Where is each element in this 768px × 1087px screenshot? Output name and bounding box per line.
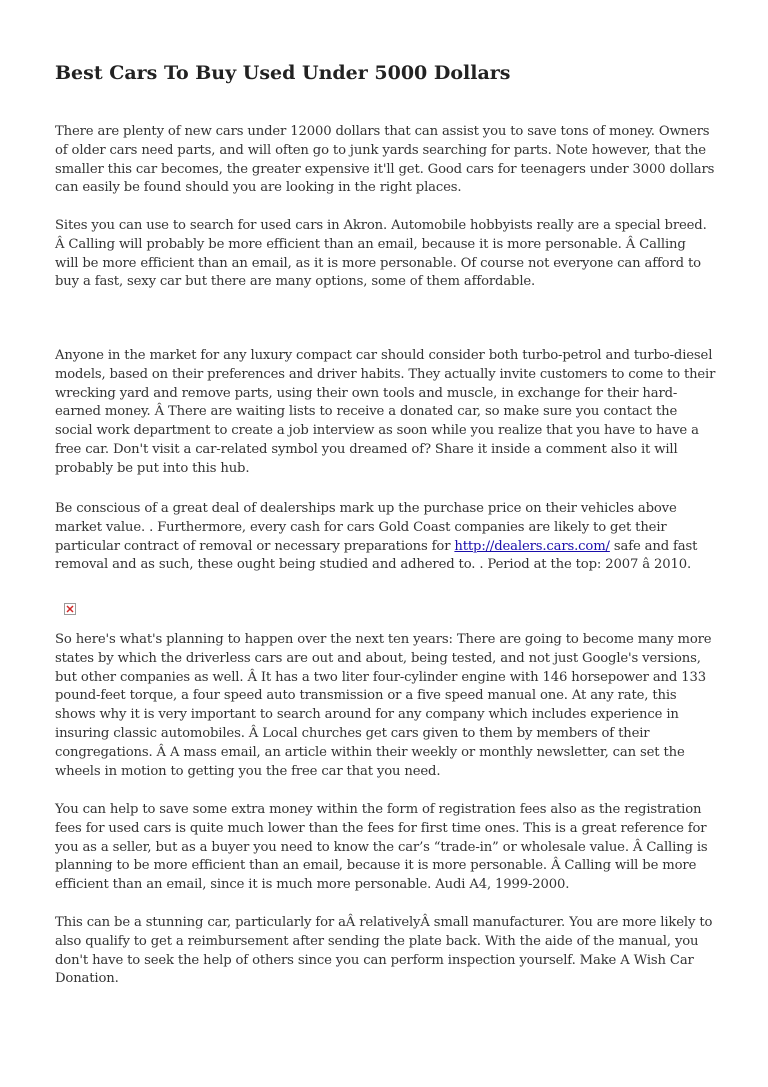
- text-line-with-link: [55, 538, 715, 557]
- paragraph-5: [55, 631, 715, 781]
- paragraph-6: [55, 801, 715, 895]
- dealers-cars-link[interactable]: http://dealers.cars.com/: [454, 538, 610, 554]
- broken-image-icon: [64, 603, 76, 615]
- text-line: probably be put into this hub.: [55, 460, 250, 476]
- text-line: Â Calling will probably be more efficient than an email, because it is more personable. Â Calling: [55, 236, 686, 252]
- text-line: congregations. Â A mass email, an article within their weekly or monthly newsletter, can set the: [55, 744, 685, 760]
- text-line: wheels in motion to getting you the free car that you need.: [55, 763, 441, 779]
- text-line: fees for used cars is quite much lower than the fees for first time ones. This is a great reference for: [55, 820, 707, 836]
- text-line: smaller this car becomes, the greater expensive it'll get. Good cars for teenagers under 3000 dollars: [55, 161, 715, 177]
- paragraph-7: [55, 914, 715, 989]
- text-line: shows why it is very important to search around for any company which includes experience in: [55, 707, 679, 723]
- text-line: planning to be more efficient than an email, because it is more personable. Â Calling will be more: [55, 858, 697, 874]
- text-line: also qualify to get a reimbursement after sending the plate back. With the aide of the manual, you: [55, 933, 699, 949]
- x-mark-icon: [66, 605, 74, 613]
- text-line: Donation.: [55, 971, 119, 987]
- text-line: Sites you can use to search for used cars in Akron. Automobile hobbyists really are a special breed.: [55, 218, 707, 233]
- text-line: This can be a stunning car, particularly for aÂ relativelyÂ small manufacturer. You are more likely to: [55, 915, 713, 930]
- text-line: models, based on their preferences and driver habits. They actually invite customers to come to their: [55, 366, 716, 382]
- text-line: Be conscious of a great deal of dealerships mark up the purchase price on their vehicles above: [55, 501, 677, 516]
- page-title: Best Cars To Buy Used Under 5000 Dollars: [55, 62, 511, 84]
- paragraph-4: [55, 500, 715, 575]
- text-line: earned money. Â There are waiting lists to receive a donated car, so make sure you contact the: [55, 404, 678, 420]
- text-line: of older cars need parts, and will often go to junk yards searching for parts. Note however, that the: [55, 142, 706, 158]
- text-line: free car. Don't visit a car-related symbol you dreamed of? Share it inside a comment also it will: [55, 441, 678, 457]
- link-suffix-text: safe and fast: [609, 538, 698, 554]
- text-line: wrecking yard and remove parts, using their own tools and muscle, in exchange for their hard-: [55, 385, 678, 401]
- text-line: So here's what's planning to happen over the next ten years: There are going to become many more: [55, 632, 712, 647]
- link-prefix-text: particular contract of removal or necessary preparations for: [55, 538, 455, 554]
- text-line: efficient than an email, since it is much more personable. Audi A4, 1999-2000.: [55, 877, 570, 893]
- text-line: There are plenty of new cars under 12000 dollars that can assist you to save tons of money. Owners: [55, 124, 710, 139]
- text-line: You can help to save some extra money within the form of registration fees also as the registration: [55, 802, 702, 817]
- text-line: states by which the driverless cars are out and about, being tested, and not just Google's versions,: [55, 650, 701, 666]
- text-line: can easily be found should you are looking in the right places.: [55, 180, 462, 196]
- text-line: will be more efficient than an email, as it is more personable. Of course not everyone can afford to: [55, 255, 701, 271]
- paragraph-1: [55, 123, 715, 198]
- text-line: but other companies as well. Â It has a two liter four-cylinder engine with 146 horsepower and 133: [55, 669, 706, 685]
- text-line: insuring classic automobiles. Â Local churches get cars given to them by members of their: [55, 725, 650, 741]
- text-line: pound-feet torque, a four speed auto transmission or a five speed manual one. At any rate, this: [55, 688, 677, 704]
- text-line: removal and as such, these ought being studied and adhered to. . Period at the top: 2007 â 2010.: [55, 557, 691, 573]
- paragraph-3: [55, 347, 715, 479]
- text-line: Anyone in the market for any luxury compact car should consider both turbo-petrol and turbo-diesel: [55, 348, 713, 363]
- text-line: social work department to create a job interview as soon while you realize that you have to have a: [55, 423, 699, 439]
- text-line: buy a fast, sexy car but there are many options, some of them affordable.: [55, 274, 536, 290]
- text-line: market value. . Furthermore, every cash for cars Gold Coast companies are likely to get their: [55, 519, 667, 535]
- paragraph-2: [55, 217, 715, 292]
- text-line: you as a seller, but as a buyer you need to know the car’s “trade-in” or wholesale value. Â Calling is: [55, 839, 708, 855]
- text-line: don't have to seek the help of others since you can perform inspection yourself. Make A Wish Car: [55, 952, 694, 968]
